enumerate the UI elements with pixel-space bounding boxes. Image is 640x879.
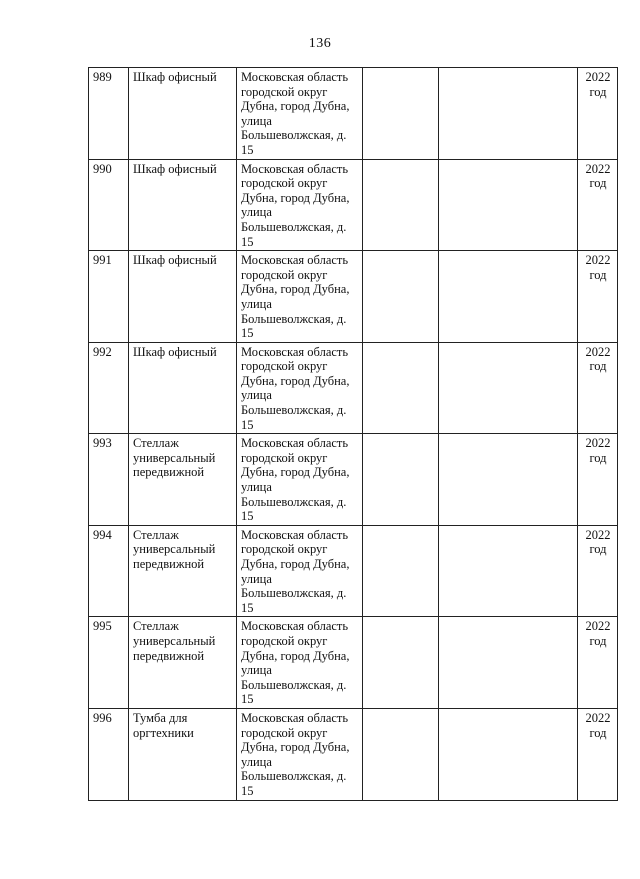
address-cell: Московская область городской округ Дубна, город Дубна, улица Большеволжская, д. 15 — [237, 525, 363, 617]
item-name-cell: Стеллаж универсальный передвижной — [129, 525, 237, 617]
address-cell: Московская область городской округ Дубна, город Дубна, улица Большеволжская, д. 15 — [237, 342, 363, 434]
empty-cell-4 — [363, 68, 439, 160]
table-row — [89, 159, 618, 251]
item-name-cell: Шкаф офисный — [129, 159, 237, 251]
table-row — [89, 434, 618, 526]
table-row — [89, 68, 618, 160]
empty-cell-4 — [363, 617, 439, 709]
row-number-cell: 990 — [89, 159, 129, 251]
year-cell: 2022 год — [578, 342, 618, 434]
empty-cell-5 — [439, 68, 578, 160]
year-cell: 2022 год — [578, 708, 618, 800]
year-cell: 2022 год — [578, 68, 618, 160]
empty-cell-4 — [363, 342, 439, 434]
table-row — [89, 617, 618, 709]
table-row — [89, 251, 618, 343]
address-cell: Московская область городской округ Дубна, город Дубна, улица Большеволжская, д. 15 — [237, 251, 363, 343]
table-row — [89, 342, 618, 434]
empty-cell-5 — [439, 251, 578, 343]
empty-cell-4 — [363, 708, 439, 800]
item-name-cell: Стеллаж универсальный передвижной — [129, 617, 237, 709]
address-cell: Московская область городской округ Дубна, город Дубна, улица Большеволжская, д. 15 — [237, 708, 363, 800]
row-number-cell: 995 — [89, 617, 129, 709]
address-cell: Московская область городской округ Дубна, город Дубна, улица Большеволжская, д. 15 — [237, 159, 363, 251]
inventory-table — [88, 67, 618, 801]
item-name-cell: Шкаф офисный — [129, 342, 237, 434]
address-cell: Московская область городской округ Дубна, город Дубна, улица Большеволжская, д. 15 — [237, 617, 363, 709]
item-name-cell: Стеллаж универсальный передвижной — [129, 434, 237, 526]
row-number-cell: 992 — [89, 342, 129, 434]
address-cell: Московская область городской округ Дубна, город Дубна, улица Большеволжская, д. 15 — [237, 434, 363, 526]
year-cell: 2022 год — [578, 159, 618, 251]
item-name-cell: Шкаф офисный — [129, 251, 237, 343]
item-name-cell: Тумба для оргтехники — [129, 708, 237, 800]
page-number: 136 — [308, 36, 332, 51]
empty-cell-4 — [363, 525, 439, 617]
address-cell: Московская область городской округ Дубна, город Дубна, улица Большеволжская, д. 15 — [237, 68, 363, 160]
table-row — [89, 708, 618, 800]
year-cell: 2022 год — [578, 251, 618, 343]
empty-cell-4 — [363, 251, 439, 343]
table-row — [89, 525, 618, 617]
item-name-cell: Шкаф офисный — [129, 68, 237, 160]
empty-cell-5 — [439, 525, 578, 617]
empty-cell-5 — [439, 342, 578, 434]
row-number-cell: 996 — [89, 708, 129, 800]
empty-cell-5 — [439, 708, 578, 800]
year-cell: 2022 год — [578, 525, 618, 617]
empty-cell-5 — [439, 159, 578, 251]
empty-cell-4 — [363, 434, 439, 526]
scan-edge-mark — [372, 871, 416, 875]
row-number-cell: 994 — [89, 525, 129, 617]
empty-cell-4 — [363, 159, 439, 251]
empty-cell-5 — [439, 434, 578, 526]
row-number-cell: 989 — [89, 68, 129, 160]
year-cell: 2022 год — [578, 434, 618, 526]
inventory-table-body — [89, 68, 618, 801]
row-number-cell: 991 — [89, 251, 129, 343]
year-cell: 2022 год — [578, 617, 618, 709]
empty-cell-5 — [439, 617, 578, 709]
row-number-cell: 993 — [89, 434, 129, 526]
